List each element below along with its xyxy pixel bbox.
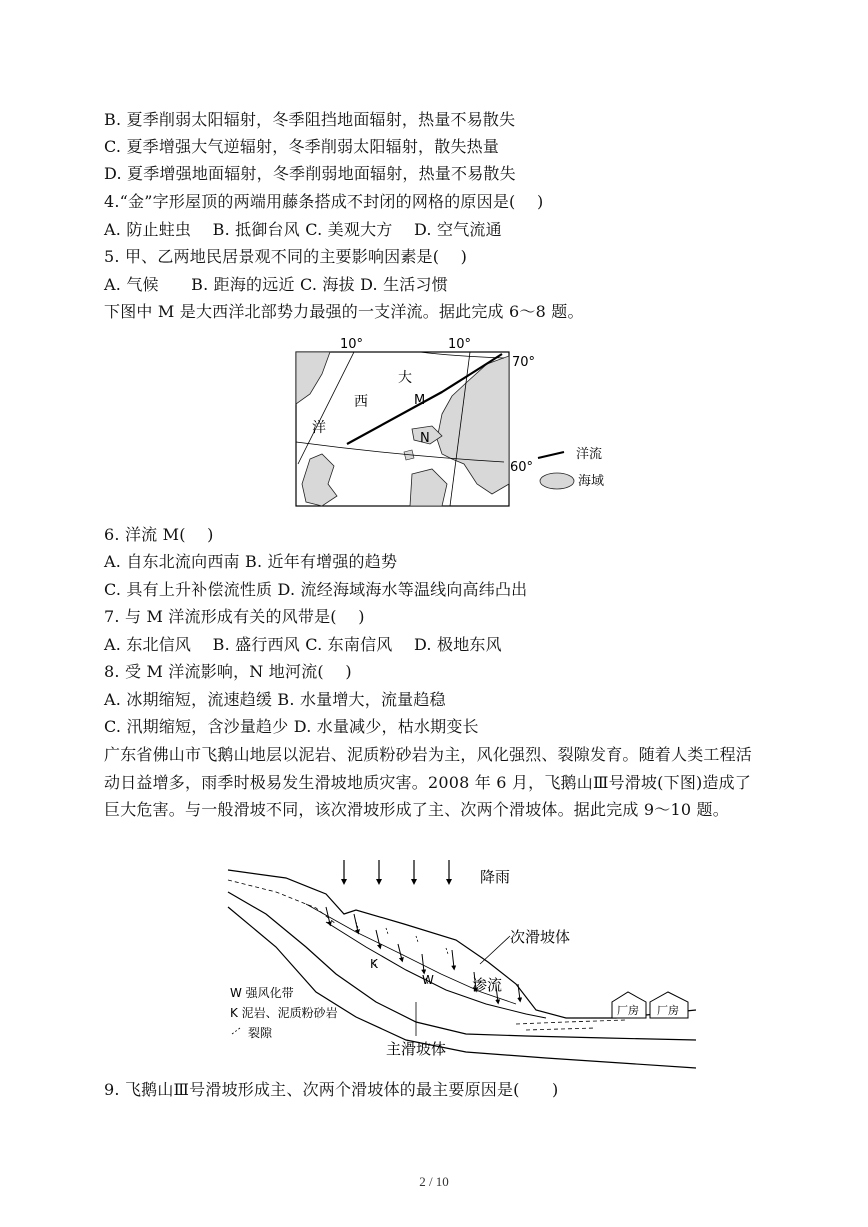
question-7: 7. 与 M 洋流形成有关的风带是( )	[104, 607, 365, 626]
factory-1-label: 厂房	[617, 1004, 639, 1017]
lat-label-bottom: 60°	[510, 460, 534, 475]
map-char-xi: 西	[354, 394, 368, 410]
seepage-arrow-6	[452, 950, 454, 968]
rain-label: 降雨	[480, 868, 511, 886]
secondary-slide-label: 次滑坡体	[510, 928, 571, 946]
legend-current-symbol	[538, 452, 564, 458]
q3-option-c: C. 夏季增强大气逆辐射，冬季削弱太阳辐射，散失热量	[104, 137, 500, 156]
legend-crack: 裂隙	[248, 1026, 273, 1040]
seepage-arrow-3	[376, 930, 380, 947]
page-number: 2 / 10	[419, 1174, 449, 1189]
legend-crack-symbol	[232, 1028, 240, 1034]
map-label-m: M	[414, 393, 426, 408]
north-atlantic-current-map	[292, 334, 652, 514]
question-4-options: A. 防止蛀虫 B. 抵御台风 C. 美观大方 D. 空气流通	[104, 220, 502, 239]
bedding-lines	[516, 1020, 626, 1030]
seepage-arrow-9	[518, 984, 520, 1000]
layer-w-label: W	[422, 973, 434, 987]
intro-questions-6-8: 下图中 M 是大西洋北部势力最强的一支洋流。据此完成 6～8 题。	[104, 302, 584, 321]
legend-sea-symbol	[540, 473, 574, 489]
question-4: 4.“金”字形屋顶的两端用藤条搭成不封闭的网格的原因是( )	[104, 192, 544, 211]
map-char-yang: 洋	[312, 420, 326, 436]
q3-option-d: D. 夏季增强地面辐射，冬季削弱地面辐射，热量不易散失	[104, 164, 516, 183]
legend-weathered: W 强风化带	[230, 986, 294, 1000]
crack-marks	[356, 922, 448, 984]
question-5-options: A. 气候 B. 距海的远近 C. 海拔 D. 生活习惯	[104, 275, 448, 294]
question-7-options: A. 东北信风 B. 盛行西风 C. 东南信风 D. 极地东风	[104, 635, 502, 654]
seepage-label: 渗流	[472, 976, 503, 994]
factory-2-label: 厂房	[657, 1004, 679, 1017]
lat-label-top: 70°	[512, 355, 536, 370]
question-8: 8. 受 M 洋流影响，N 地河流( )	[104, 662, 352, 681]
seepage-arrow-5	[422, 954, 424, 972]
secondary-slide-leader	[480, 936, 510, 964]
question-8-options-cd: C. 汛期缩短，含沙量趋少 D. 水量减少，枯水期变长	[104, 717, 479, 736]
seepage-arrow-4	[398, 944, 402, 960]
question-9: 9. 飞鹅山Ⅲ号滑坡形成主、次两个滑坡体的最主要原因是( )	[104, 1080, 559, 1099]
lower-bedrock-line	[228, 907, 696, 1068]
legend-sea-label: 海域	[578, 474, 605, 489]
legend-mudstone: K 泥岩、泥质粉砂岩	[230, 1006, 338, 1020]
question-6-options-ab: A. 自东北流向西南 B. 近年有增强的趋势	[104, 552, 398, 571]
main-slide-label: 主滑坡体	[386, 1040, 447, 1058]
layer-k-label: K	[370, 957, 378, 971]
feieshan-landslide-diagram	[226, 852, 696, 1074]
map-label-n: N	[420, 431, 430, 446]
intro-questions-9-10: 广东省佛山市飞鹅山地层以泥岩、泥质粉砂岩为主，风化强烈、裂隙发育。随着人类工程活动日益增多，雨季时极易发生滑坡地质灾害。2008 年 6 月，飞鹅山Ⅲ号滑坡(下图)造成了巨大危害。与一般滑坡不同，该次滑坡形成了主、次两个滑坡体。据此完成 9～10 题。	[104, 745, 753, 819]
lon-label-left: 10°	[340, 337, 364, 352]
question-8-options-ab: A. 冰期缩短，流速趋缓 B. 水量增大，流量趋稳	[104, 690, 446, 709]
q3-option-b: B. 夏季削弱太阳辐射，冬季阻挡地面辐射，热量不易散失	[104, 110, 516, 129]
question-6-options-cd: C. 具有上升补偿流性质 D. 流经海域海水等温线向高纬凸出	[104, 580, 528, 599]
lon-label-right: 10°	[448, 337, 472, 352]
question-6: 6. 洋流 M( )	[104, 525, 214, 544]
question-5: 5. 甲、乙两地民居景观不同的主要影响因素是( )	[104, 247, 468, 266]
legend-current-label: 洋流	[576, 447, 603, 462]
map-char-da: 大	[398, 370, 412, 386]
